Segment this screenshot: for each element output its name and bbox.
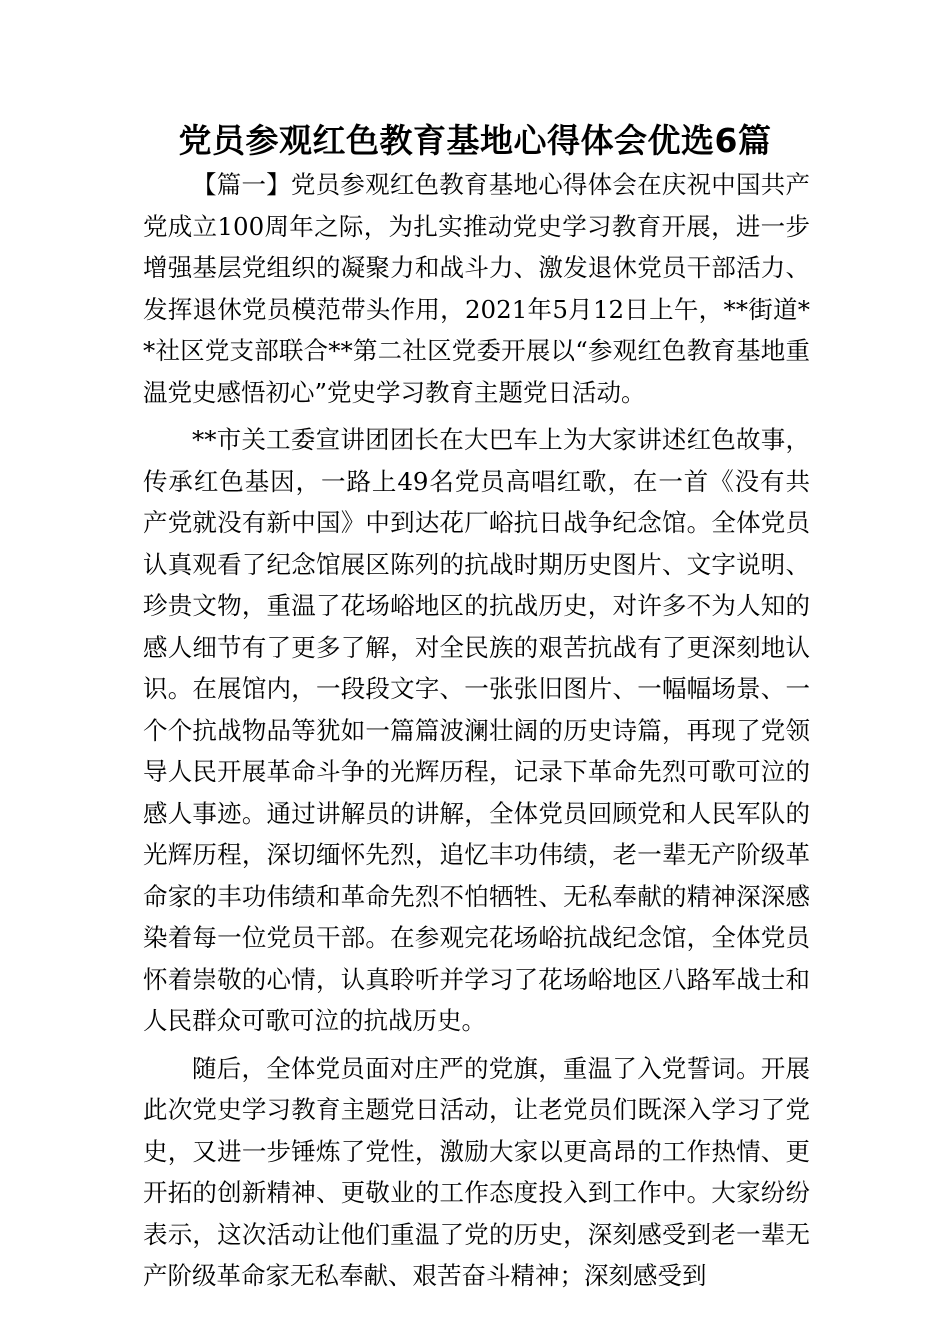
paragraph-2: **市关工委宣讲团团长在大巴车上为大家讲述红色故事，传承红色基因，一路上49名党员高唱红歌，在一首《没有共产党就没有新中国》中到达花厂峪抗日战争纪念馆。全体党员认真观看了纪念馆展区陈列的抗战时期历史图片、文字说明、珍贵文物，重温了花场峪地区的抗战历史，对许多不为人知的感人细节有了更多了解，对全民族的艰苦抗战有了更深刻地认识。在展馆内，一段段文字、一张张旧图片、一幅幅场景、一个个抗战物品等犹如一篇篇波澜壮阔的历史诗篇，再现了党领导人民开展革命斗争的光辉历程，记录下革命先烈可歌可泣的感人事迹。通过讲解员的讲解，全体党员回顾党和人民军队的光辉历程，深切缅怀先烈，追忆丰功伟绩，老一辈无产阶级革命家的丰功伟绩和革命先烈不怕牺牲、无私奉献的精神深深感染着每一位党员干部。在参观完花场峪抗战纪念馆，全体党员怀着崇敬的心情，认真聆听并学习了花场峪地区八路军战士和人民群众可歌可泣的抗战历史。 — [143, 425, 810, 1035]
paragraph-3: 随后，全体党员面对庄严的党旗，重温了入党誓词。开展此次党史学习教育主题党日活动，让老党员们既深入学习了党史，又进一步锤炼了党性，激励大家以更高昂的工作热情、更开拓的创新精神、更敬业的工作态度投入到工作中。大家纷纷表示，这次活动让他们重温了党的历史，深刻感受到老一辈无产阶级革命家无私奉献、艰苦奋斗精神；深刻感受到 — [143, 1053, 810, 1290]
paragraph-1: 【篇一】党员参观红色教育基地心得体会在庆祝中国共产党成立100周年之际，为扎实推动党史学习教育开展，进一步增强基层党组织的凝聚力和战斗力、激发退休党员干部活力、发挥退休党员模范带头作用，2021年5月12日上午，**街道**社区党支部联合**第二社区党委开展以“参观红色教育基地重温党史感悟初心”党史学习教育主题党日活动。 — [143, 170, 810, 407]
document-title: 党员参观红色教育基地心得体会优选6篇 — [178, 121, 772, 160]
document-body — [143, 164, 810, 1297]
